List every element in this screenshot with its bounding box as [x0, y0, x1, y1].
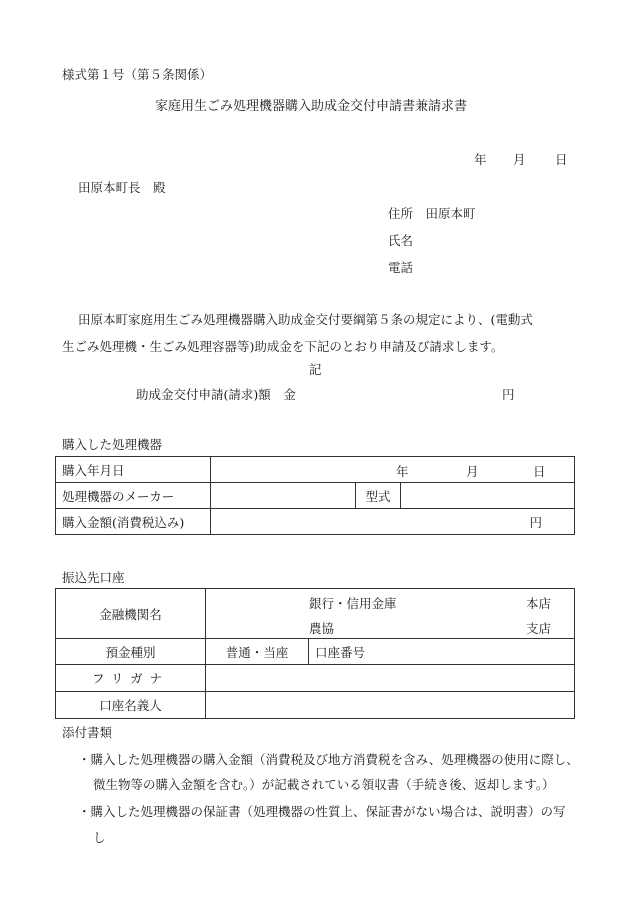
model-label: 型式: [356, 483, 401, 509]
deposit-type-label: 預金種別: [56, 639, 206, 665]
form-number: 様式第１号（第５条関係）: [62, 67, 213, 82]
purchase-date-field[interactable]: [211, 457, 575, 483]
attachments-title: 添付書類: [62, 725, 113, 740]
branch-label: 支店: [526, 620, 552, 636]
amount-yen: 円: [502, 387, 515, 402]
addressee: 田原本町長 殿: [78, 180, 166, 195]
price-row: [56, 509, 575, 535]
attachment-item-continued: し: [93, 830, 106, 845]
purchase-month-label: 月: [466, 464, 479, 479]
purchase-table: [55, 456, 575, 535]
page-title: 家庭用生ごみ処理機器購入助成金交付申請書兼請求書: [155, 99, 468, 114]
agri-label: 農協: [309, 620, 335, 636]
date-month-label: 月: [513, 152, 526, 167]
price-label: 購入金額(消費税込み): [56, 509, 211, 535]
agri-field[interactable]: [206, 614, 575, 639]
attachment-item: ・購入した処理機器の購入金額（消費税及び地方消費税を含み、処理機器の使用に際し、: [78, 752, 579, 767]
maker-row: [56, 483, 575, 509]
holder-label: 口座名義人: [56, 692, 206, 719]
institution-label: 金融機関名: [56, 589, 206, 639]
applicant-phone-label: 電話: [388, 260, 414, 275]
head-office-label: 本店: [526, 596, 552, 611]
transfer-section-title: 振込先口座: [62, 570, 125, 585]
furigana-field[interactable]: [206, 665, 575, 692]
date-day-label: 日: [555, 152, 568, 167]
ki-heading: 記: [309, 362, 322, 377]
institution-row-1: [56, 589, 575, 614]
account-number-field[interactable]: [309, 639, 575, 665]
deposit-row: [56, 639, 575, 665]
bank-label: 銀行・信用金庫: [309, 596, 397, 611]
attachment-item-continued: 微生物等の購入金額を含む。）が記載されている領収書（手続き後、返却します。）: [93, 777, 555, 792]
applicant-name-label: 氏名: [388, 233, 414, 248]
model-field[interactable]: [401, 483, 575, 509]
holder-row: [56, 692, 575, 719]
price-field[interactable]: [211, 509, 575, 535]
maker-field[interactable]: [211, 483, 356, 509]
purchase-date-row: [56, 457, 575, 483]
purchase-year-label: 年: [396, 464, 409, 479]
purchase-day-label: 日: [533, 464, 546, 479]
applicant-address-label: 住所 田原本町: [388, 206, 476, 221]
holder-field[interactable]: [206, 692, 575, 719]
furigana-label: フリガナ: [56, 665, 206, 692]
purchase-date-label: 購入年月日: [56, 457, 211, 483]
furigana-row: [56, 665, 575, 692]
body-text-line-1: 田原本町家庭用生ごみ処理機器購入助成金交付要綱第５条の規定により、(電動式: [78, 312, 533, 327]
date-year-label: 年: [474, 152, 487, 167]
bank-field[interactable]: [206, 589, 575, 614]
attachment-item: ・購入した処理機器の保証書（処理機器の性質上、保証書がない場合は、説明書）の写: [78, 804, 566, 819]
transfer-table: [55, 588, 575, 719]
account-number-label: 口座番号: [315, 644, 366, 660]
body-text-line-2: 生ごみ処理機・生ごみ処理容器等)助成金を下記のとおり申請及び請求します。: [62, 339, 504, 354]
price-yen: 円: [529, 514, 543, 530]
maker-label: 処理機器のメーカー: [56, 483, 211, 509]
deposit-type-value[interactable]: 普通・当座: [206, 639, 309, 665]
purchase-section-title: 購入した処理機器: [62, 437, 163, 452]
amount-label: 助成金交付申請(請求)額 金: [136, 387, 296, 402]
